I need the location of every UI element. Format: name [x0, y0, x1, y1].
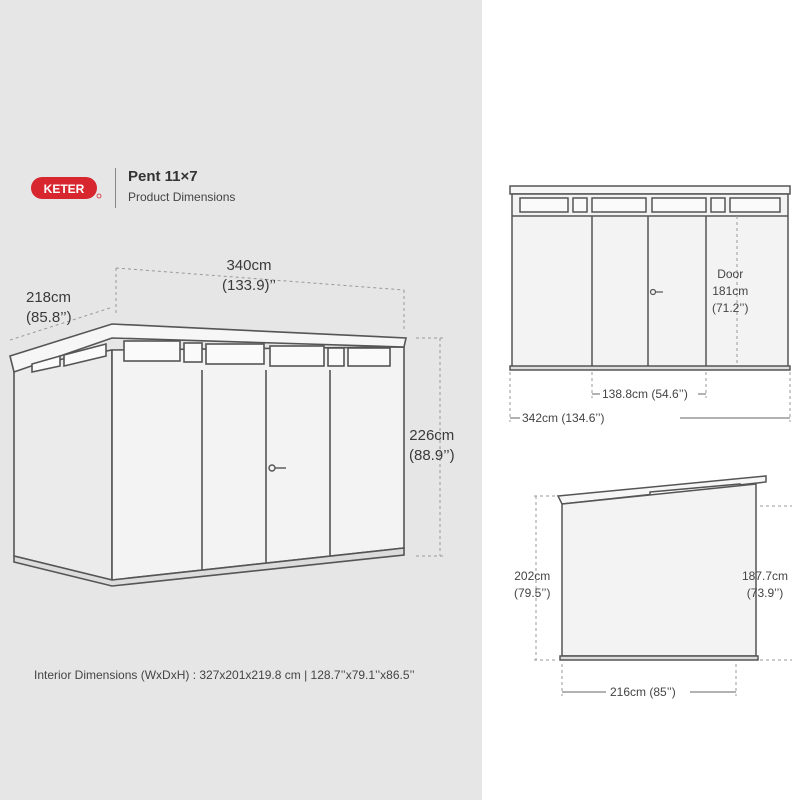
total-width-label: 342cm (134.6’’)	[522, 411, 605, 425]
front-height-cm: 202cm	[514, 569, 551, 583]
model-name: Pent 11×7	[128, 168, 198, 185]
logo-text: KETER	[43, 182, 85, 196]
door-height-cm: 181cm	[712, 284, 749, 298]
side-base	[560, 656, 758, 660]
height-in: (88.9’’)	[409, 447, 455, 464]
door-label	[712, 266, 748, 317]
height-cm: 226cm	[409, 427, 455, 444]
door-width-label: 138.8cm (54.6’’)	[602, 387, 688, 401]
window	[348, 348, 390, 366]
rear-height-in: (73.9’’)	[746, 586, 784, 600]
window	[270, 346, 324, 366]
side-wall	[562, 484, 756, 656]
door-title: Door	[717, 267, 744, 281]
perspective-shed	[10, 324, 406, 586]
window	[711, 198, 725, 212]
front-height-label	[514, 568, 550, 602]
window	[592, 198, 646, 212]
height-label	[409, 426, 455, 466]
door-height-in: (71.2’’)	[712, 301, 749, 315]
window	[328, 348, 344, 366]
front-height-in: (79.5’’)	[514, 586, 551, 600]
window	[520, 198, 568, 212]
subtitle: Product Dimensions	[128, 190, 236, 204]
width-in: (133.9)’’	[222, 277, 276, 294]
window	[730, 198, 780, 212]
interior-dimensions: Interior Dimensions (WxDxH) : 327x201x219.8 cm | 128.7’’x79.1’’x86.5’’	[34, 668, 415, 682]
side-depth-label: 216cm (85’’)	[610, 685, 676, 699]
front-roof	[510, 186, 790, 194]
rear-height-cm: 187.7cm	[742, 569, 789, 583]
width-cm: 340cm	[226, 257, 272, 274]
depth-label	[26, 288, 72, 328]
window	[652, 198, 706, 212]
window	[573, 198, 587, 212]
window	[124, 341, 180, 361]
rear-height-label	[742, 568, 788, 602]
front-base	[510, 366, 790, 370]
window	[184, 343, 202, 362]
front-wall	[112, 347, 404, 580]
width-label	[222, 256, 276, 296]
side-wall	[14, 350, 112, 580]
depth-in: (85.8’’)	[26, 309, 72, 326]
depth-cm: 218cm	[26, 289, 72, 306]
window	[206, 344, 264, 364]
side-view	[558, 476, 766, 660]
